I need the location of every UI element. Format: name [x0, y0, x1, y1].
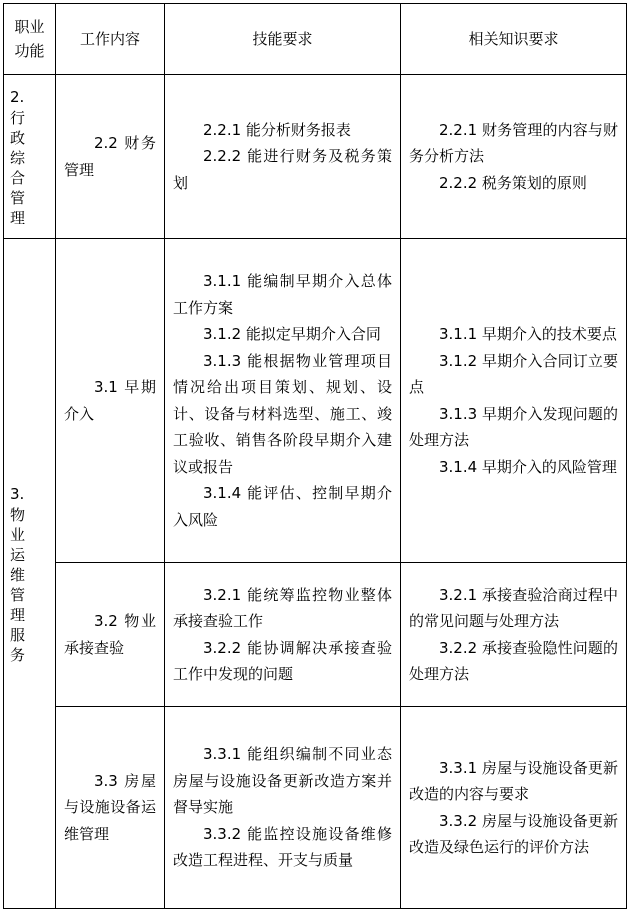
skill-standards-table [3, 3, 627, 909]
function-number: 2. [10, 87, 25, 106]
function-name: 行政综合管理 [10, 108, 26, 227]
knowledge-item: 3.2.2 承接查验隐性问题的处理方法 [409, 638, 618, 683]
skill-cell [165, 239, 401, 563]
function-cell [4, 75, 56, 239]
knowledge-item: 3.2.1 承接查验洽商过程中的常见问题与处理方法 [409, 585, 618, 630]
table-header-row [4, 4, 627, 75]
knowledge-item: 3.1.4 早期介入的风险管理 [439, 457, 617, 476]
skill-item: 3.2.1 能统筹监控物业整体承接查验工作 [173, 585, 392, 630]
header-skill-requirements: 技能要求 [165, 4, 401, 75]
knowledge-item: 2.2.2 税务策划的原则 [439, 173, 587, 192]
knowledge-item: 3.1.2 早期介入合同订立要点 [409, 351, 618, 396]
skill-item: 3.1.3 能根据物业管理项目情况给出项目策划、规划、设计、设备与材料选型、施工、竣工验收、销售各阶段早期介入建议或报告 [173, 351, 392, 476]
knowledge-cell [401, 563, 627, 707]
header-knowledge-requirements: 相关知识要求 [401, 4, 627, 75]
work-content-text: 3.1 早期介入 [64, 378, 156, 423]
skill-item: 3.3.1 能组织编制不同业态房屋与设施设备更新改造方案并督导实施 [173, 745, 392, 817]
skill-item: 3.1.2 能拟定早期介入合同 [203, 325, 381, 343]
skill-item: 3.1.1 能编制早期介入总体工作方案 [173, 272, 392, 317]
work-content-cell [56, 75, 165, 239]
skill-cell [165, 563, 401, 707]
knowledge-cell [401, 239, 627, 563]
header-work-content: 工作内容 [56, 4, 165, 75]
skill-item: 3.3.2 能监控设施设备维修改造工程进程、开支与质量 [173, 824, 392, 870]
table-row [4, 75, 627, 239]
table-row [4, 239, 627, 563]
knowledge-item: 2.2.1 财务管理的内容与财务分析方法 [409, 120, 618, 166]
knowledge-cell [401, 75, 627, 239]
skill-item: 2.2.1 能分析财务报表 [203, 120, 351, 139]
knowledge-item: 3.1.3 早期介入发现问题的处理方法 [409, 404, 618, 449]
work-content-text: 2.2 财务管理 [64, 134, 156, 179]
skill-cell [165, 75, 401, 239]
work-content-text: 3.2 物业承接查验 [64, 612, 156, 657]
work-content-cell [56, 239, 165, 563]
work-content-cell [56, 707, 165, 909]
function-number: 3. [10, 484, 25, 503]
work-content-text: 3.3 房屋与设施设备运维管理 [64, 771, 156, 843]
work-content-cell [56, 563, 165, 707]
knowledge-item: 3.3.1 房屋与设施设备更新改造的内容与要求 [409, 758, 618, 803]
skill-item: 3.2.2 能协调解决承接查验工作中发现的问题 [173, 638, 392, 683]
table-row [4, 563, 627, 707]
knowledge-item: 3.3.2 房屋与设施设备更新改造及绿色运行的评价方法 [409, 811, 618, 856]
skill-cell [165, 707, 401, 909]
knowledge-item: 3.1.1 早期介入的技术要点 [439, 325, 617, 343]
skill-item: 2.2.2 能进行财务及税务策划 [173, 147, 392, 192]
function-cell [4, 239, 56, 909]
function-name: 物业运维管理服务 [10, 505, 26, 664]
header-function: 职业 功能 [4, 4, 56, 75]
table-row [4, 707, 627, 909]
skill-item: 3.1.4 能评估、控制早期介入风险 [173, 484, 392, 529]
knowledge-cell [401, 707, 627, 909]
